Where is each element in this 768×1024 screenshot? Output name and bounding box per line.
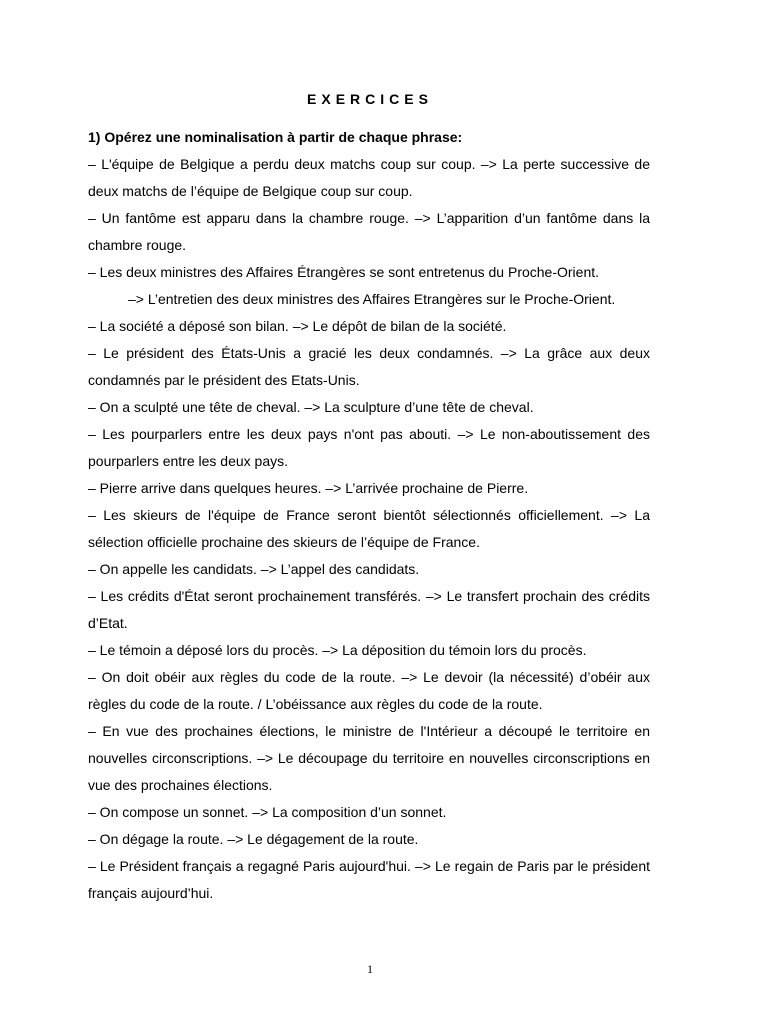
exercise-item: – Le témoin a déposé lors du procès. –> La déposition du témoin lors du procès. <box>88 642 587 658</box>
exercise-item: – Pierre arrive dans quelques heures. –> L’arrivée prochaine de Pierre. <box>88 480 529 496</box>
exercise-item: – Le Président français a regagné Paris aujourd'hui. –> Le regain de Paris par le président français aujourd’hui. <box>88 858 650 901</box>
exercise-item: – On compose un sonnet. –> La composition d’un sonnet. <box>88 804 447 820</box>
exercise-item: – Un fantôme est apparu dans la chambre rouge. –> L’apparition d’un fantôme dans la chambre rouge. <box>88 210 650 253</box>
exercise-item: – Les crédits d'État seront prochainement transférés. –> Le transfert prochain des crédits d’Etat. <box>88 588 650 631</box>
exercise-item-continuation: –> L’entretien des deux ministres des Affaires Etrangères sur le Proche-Orient. <box>128 291 616 307</box>
exercise-content <box>88 124 650 907</box>
exercise-item: – On dégage la route. –> Le dégagement de la route. <box>88 831 419 847</box>
exercise-item: – En vue des prochaines élections, le ministre de l'Intérieur a découpé le territoire en nouvelles circonscriptions. –> Le découpage du territoire en nouvelles circonscriptions en vue des prochaines élections. <box>88 723 650 793</box>
exercise-item: – On doit obéir aux règles du code de la route. –> Le devoir (la nécessité) d’obéir aux règles du code de la route. / L’obéissance aux règles du code de la route. <box>88 669 650 712</box>
exercise-item: – On appelle les candidats. –> L’appel des candidats. <box>88 561 420 577</box>
exercise-item: – Les deux ministres des Affaires Étrangères se sont entretenus du Proche-Orient. <box>88 264 600 280</box>
exercise-item: – L'équipe de Belgique a perdu deux matchs coup sur coup. –> La perte successive de deux matchs de l’équipe de Belgique coup sur coup. <box>88 156 650 199</box>
page-number: 1 <box>367 962 373 976</box>
exercise-heading: 1) Opérez une nominalisation à partir de chaque phrase: <box>88 129 463 145</box>
exercise-item: – Le président des États-Unis a gracié les deux condamnés. –> La grâce aux deux condamnés par le président des Etats-Unis. <box>88 345 650 388</box>
exercise-item: – On a sculpté une tête de cheval. –> La sculpture d’une tête de cheval. <box>88 399 534 415</box>
exercise-item: – La société a déposé son bilan. –> Le dépôt de bilan de la société. <box>88 318 507 334</box>
exercise-item: – Les skieurs de l'équipe de France seront bientôt sélectionnés officiellement. –> La sélection officielle prochaine des skieurs de l’équipe de France. <box>88 507 650 550</box>
exercise-item: – Les pourparlers entre les deux pays n'ont pas abouti. –> Le non-aboutissement des pourparlers entre les deux pays. <box>88 426 650 469</box>
page-title: EXERCICES <box>307 91 433 107</box>
